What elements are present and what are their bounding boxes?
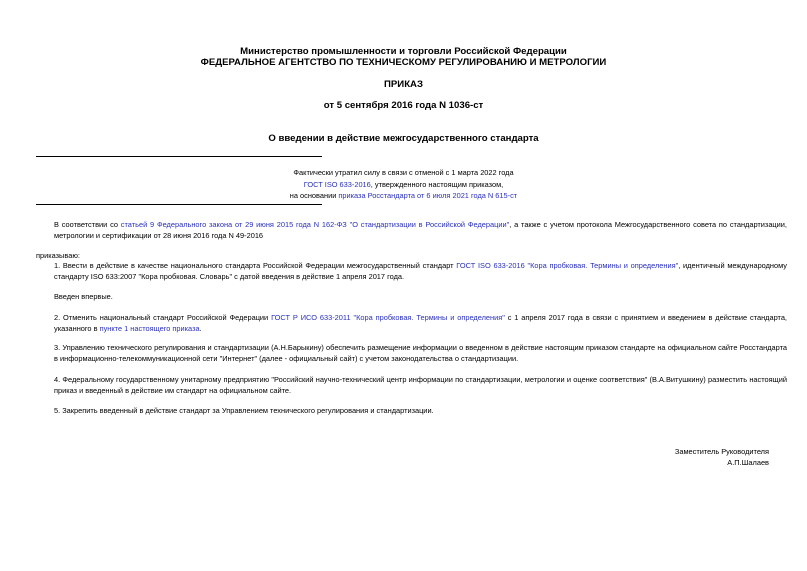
item-3-paragraph: 3. Управлению технического регулирования и стандартизации (А.Н.Барыкину) обеспечить размещение информации о введенном в действие настоящим приказом стандарте на официальном сайте Росстандарта в информационно-телекоммуникационной сети "Интернет" (далее - официальный сайт) с учетом законодательства о стандартизации. xyxy=(54,343,787,363)
federal-law-162-link[interactable]: статьей 9 Федерального закона от 29 июня 2015 года N 162-ФЗ "О стандартизации в Российской Федерации" xyxy=(120,220,510,229)
item-5-paragraph: 5. Закрепить введенный в действие стандарт за Управлением технического регулирования и стандартизации. xyxy=(54,406,434,415)
order-point-1-link[interactable]: пункте 1 настоящего приказа xyxy=(99,324,200,333)
item-2-text: 2. Отменить национальный стандарт Российской Федерации xyxy=(54,313,272,322)
agency-title: ФЕДЕРАЛЬНОЕ АГЕНТСТВО ПО ТЕХНИЧЕСКОМУ РЕГУЛИРОВАНИЮ И МЕТРОЛОГИИ xyxy=(200,57,607,68)
item-1-text-rest: , идентичный международному стандарту ISO 633:2007 "Кора пробковая. Словарь" с датой введения в действие 1 апреля 2017 года. xyxy=(54,261,787,281)
divider-bottom xyxy=(36,204,322,205)
rosstandart-order-615-link[interactable]: приказа Росстандарта от 6 июля 2021 года N 615-ст xyxy=(338,191,518,200)
item-2-text-end: . xyxy=(199,324,202,333)
item-1-paragraph xyxy=(36,260,787,282)
document-date-number: от 5 сентября 2016 года N 1036-ст xyxy=(323,100,484,111)
preamble-paragraph xyxy=(36,219,787,241)
status-note-line1: Фактически утратил силу в связи с отменой с 1 марта 2022 года xyxy=(293,168,514,177)
orders-word: приказываю: xyxy=(36,251,80,260)
item-2-paragraph xyxy=(36,312,787,334)
gost-iso-633-2016-standard-link[interactable]: ГОСТ ISO 633-2016 "Кора пробковая. Термины и определения" xyxy=(456,261,679,270)
status-note-line3-text: на основании xyxy=(289,191,339,200)
divider-top xyxy=(36,156,322,157)
gost-iso-633-2016-link[interactable]: ГОСТ ISO 633-2016 xyxy=(303,180,371,189)
signature-name: А.П.Шалаев xyxy=(727,458,769,467)
introduced-first-note: Введен впервые. xyxy=(54,292,113,301)
preamble-text-rest: , а также с учетом протокола Межгосударственного совета по стандартизации, метрологии и сертификации от 28 июня 2016 года N 49-2016 xyxy=(54,220,787,240)
ministry-title: Министерство промышленности и торговли Российской Федерации xyxy=(240,46,567,57)
document-subject: О введении в действие межгосударственного стандарта xyxy=(268,133,539,144)
preamble-text: В соответствии со xyxy=(54,220,121,229)
item-4-paragraph: 4. Федеральному государственному унитарному предприятию "Российский научно-технический центр информации по стандартизации, метрологии и оценке соответствия" (В.А.Витушкину) разместить настоящий приказ и введенный в действие им стандарт на официальном сайте. xyxy=(54,375,787,395)
item-2-text-mid: с 1 апреля 2017 года в связи с принятием и введением в действие стандарта, указанного в xyxy=(54,313,787,333)
status-note-line3 xyxy=(0,190,807,202)
status-note-line2-text: , утвержденного настоящим приказом, xyxy=(370,180,504,189)
signature-position: Заместитель Руководителя xyxy=(674,447,769,456)
document-type: ПРИКАЗ xyxy=(384,79,423,90)
item-1-text: 1. Ввести в действие в качестве национального стандарта Российской Федерации межгосударственный стандарт xyxy=(54,261,457,270)
gost-r-iso-633-2011-link[interactable]: ГОСТ Р ИСО 633-2011 "Кора пробковая. Термины и определения" xyxy=(271,313,505,322)
